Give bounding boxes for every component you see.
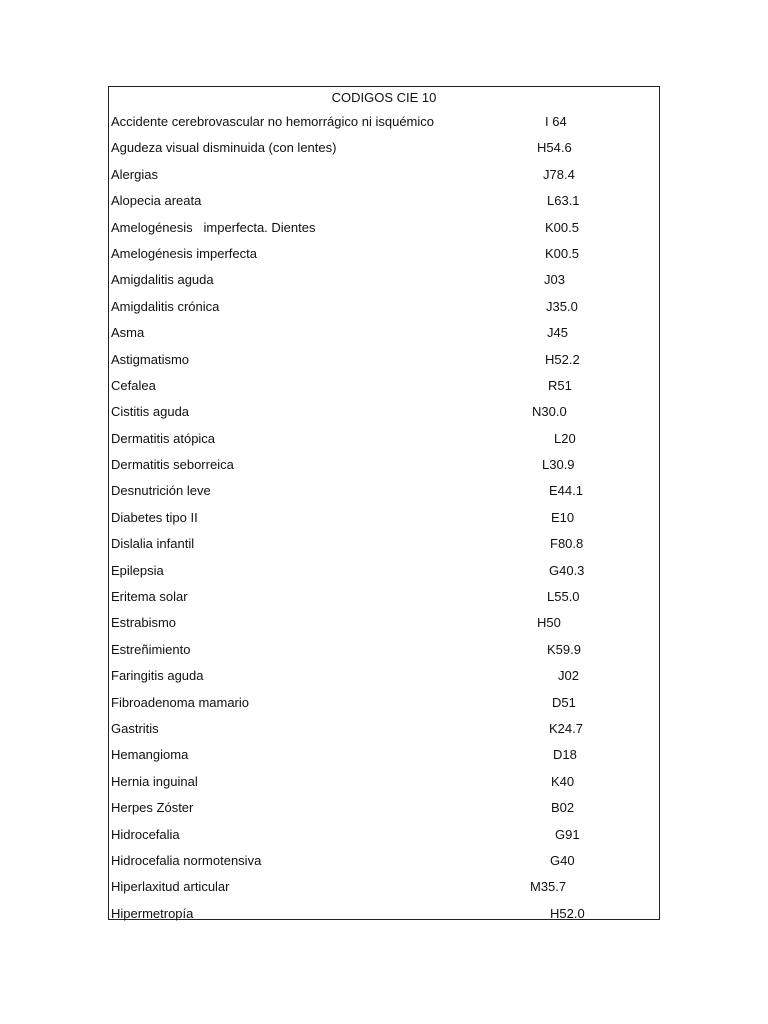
- table-row: [109, 769, 659, 795]
- cie10-code: D51: [552, 694, 576, 710]
- cie10-code: N30.0: [532, 404, 567, 420]
- diagnosis-name: Cefalea: [111, 377, 156, 393]
- cie10-code-table: [108, 86, 660, 920]
- diagnosis-name: Cistitis aguda: [111, 404, 190, 420]
- cie10-code: H52.0: [550, 905, 585, 921]
- cie10-code: J45: [547, 325, 568, 341]
- diagnosis-name: Amelogénesis imperfecta. Dientes: [111, 219, 316, 235]
- diagnosis-name: Fibroadenoma mamario: [111, 694, 250, 710]
- table-row: [109, 426, 659, 452]
- table-row: [109, 188, 659, 214]
- table-row: [109, 320, 659, 346]
- diagnosis-name: Accidente cerebrovascular no hemorrágico ni isquémico: [111, 114, 434, 129]
- cie10-code: I 64: [545, 114, 567, 129]
- diagnosis-name: Herpes Zóster: [111, 800, 194, 816]
- diagnosis-name: Hemangioma: [111, 747, 189, 763]
- table-row: [109, 452, 659, 478]
- cie10-code: K59.9: [547, 641, 581, 657]
- cie10-code: M35.7: [530, 879, 567, 895]
- table-row: [109, 399, 659, 425]
- table-title: CODIGOS CIE 10: [331, 90, 437, 105]
- diagnosis-name: Diabetes tipo II: [111, 509, 198, 525]
- cie10-code: J03: [544, 272, 565, 288]
- diagnosis-name: Faringitis aguda: [111, 668, 204, 684]
- diagnosis-name: Epilepsia: [111, 562, 164, 578]
- table-row: [109, 135, 659, 161]
- cie10-code: K00.5: [545, 219, 579, 235]
- diagnosis-name: Dermatitis seborreica: [111, 457, 234, 473]
- table-row: [109, 347, 659, 373]
- cie10-code: G40.3: [549, 562, 585, 578]
- table-row: [109, 901, 659, 927]
- table-row: [109, 663, 659, 689]
- cie10-code: L63.1: [547, 193, 580, 209]
- table-row: [109, 584, 659, 610]
- cie10-code: L55.0: [547, 589, 580, 605]
- diagnosis-name: Hidrocefalia normotensiva: [111, 852, 262, 868]
- diagnosis-name: Agudeza visual disminuida (con lentes): [111, 140, 337, 156]
- diagnosis-name: Hernia inguinal: [111, 773, 198, 789]
- cie10-code: G40: [550, 852, 575, 868]
- table-row: [109, 558, 659, 584]
- table-row: [109, 162, 659, 188]
- cie10-code: J02: [558, 668, 579, 684]
- cie10-code: H52.2: [545, 351, 580, 367]
- cie10-code: B02: [551, 800, 575, 816]
- cie10-code: G91: [555, 826, 580, 842]
- table-row: [109, 848, 659, 874]
- cie10-code: E44.1: [549, 483, 583, 499]
- cie10-code: L30.9: [542, 457, 575, 473]
- diagnosis-name: Hipermetropía: [111, 905, 194, 921]
- cie10-code: R51: [548, 377, 572, 393]
- table-row: [109, 637, 659, 663]
- table-row: [109, 742, 659, 768]
- diagnosis-name: Astigmatismo: [111, 351, 190, 367]
- cie10-code: K00.5: [545, 245, 579, 261]
- cie10-code: F80.8: [550, 536, 584, 552]
- diagnosis-name: Dermatitis atópica: [111, 430, 216, 446]
- diagnosis-name: Hiperlaxitud articular: [111, 879, 230, 895]
- table-row: [109, 215, 659, 241]
- cie10-code: H50: [537, 615, 561, 631]
- diagnosis-name: Dislalia infantil: [111, 536, 195, 552]
- table-row: [109, 241, 659, 267]
- table-row: [109, 505, 659, 531]
- table-row: [109, 690, 659, 716]
- diagnosis-name: Eritema solar: [111, 589, 188, 605]
- table-row: [109, 531, 659, 557]
- table-row: [109, 294, 659, 320]
- table-row: [109, 373, 659, 399]
- table-row: [109, 478, 659, 504]
- table-row: [109, 795, 659, 821]
- diagnosis-name: Alopecia areata: [111, 193, 202, 209]
- diagnosis-name: Desnutrición leve: [111, 483, 211, 499]
- table-row: [109, 610, 659, 636]
- cie10-code: H54.6: [537, 140, 572, 156]
- diagnosis-name: Asma: [111, 325, 145, 341]
- diagnosis-name: Amigdalitis crónica: [111, 298, 220, 314]
- cie10-code: K40: [551, 773, 575, 789]
- table-row: [109, 109, 659, 135]
- table-row: [109, 822, 659, 848]
- cie10-code: L20: [554, 430, 576, 446]
- diagnosis-name: Alergias: [111, 166, 158, 182]
- table-row: [109, 874, 659, 900]
- cie10-code: K24.7: [549, 720, 583, 736]
- table-row: [109, 716, 659, 742]
- diagnosis-name: Estreñimiento: [111, 641, 191, 657]
- cie10-code: D18: [553, 747, 577, 763]
- diagnosis-name: Gastritis: [111, 720, 159, 736]
- diagnosis-name: Estrabismo: [111, 615, 177, 631]
- diagnosis-name: Amelogénesis imperfecta: [111, 245, 257, 261]
- diagnosis-name: Hidrocefalia: [111, 826, 180, 842]
- code-rows: [109, 109, 659, 927]
- cie10-code: E10: [551, 509, 575, 525]
- cie10-code: J78.4: [543, 166, 575, 182]
- diagnosis-name: Amigdalitis aguda: [111, 272, 214, 288]
- cie10-code: J35.0: [546, 298, 578, 314]
- table-row: [109, 267, 659, 293]
